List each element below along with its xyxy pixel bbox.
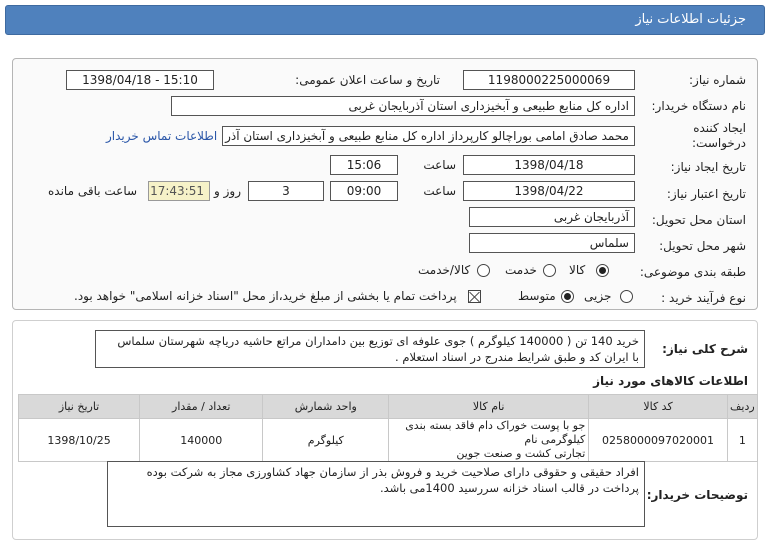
- create-time-label: ساعت: [423, 158, 456, 172]
- category-label: طبقه بندی موضوعی:: [639, 265, 746, 279]
- goods-section-title: اطلاعات کالاهای مورد نیاز: [593, 374, 748, 388]
- cell-unit: کیلوگرم: [263, 419, 389, 462]
- valid-time-field: 09:00: [330, 181, 398, 201]
- announce-label: تاریخ و ساعت اعلان عمومی:: [295, 73, 440, 87]
- cell-name-line-2: تجارتی کشت و صنعت جوین: [456, 447, 586, 460]
- process-partial-radio[interactable]: [620, 290, 633, 303]
- buyer-field: اداره کل منابع طبیعی و آبخیزداری استان آذربایجان غربی: [171, 96, 635, 116]
- col-row: ردیف: [727, 395, 757, 419]
- cell-name-line-1: جو با پوست خوراک دام فاقد بسته بندی کیلوگرمی نام: [405, 419, 586, 446]
- announce-field: 1398/04/18 - 15:10: [66, 70, 214, 90]
- col-qty: تعداد / مقدار: [140, 395, 263, 419]
- city-label: شهر محل تحویل:: [659, 239, 746, 253]
- process-label: نوع فرآیند خرید :: [661, 291, 746, 305]
- buyer-contact-link[interactable]: اطلاعات تماس خریدار: [106, 129, 218, 143]
- valid-date-label: تاریخ اعتبار نیاز:: [666, 187, 746, 201]
- creator-label-2: درخواست:: [692, 136, 746, 150]
- category-goods-radio[interactable]: [596, 264, 609, 277]
- category-goods-service-radio[interactable]: [477, 264, 490, 277]
- buyer-notes-line-2: پرداخت در قالب اسناد خزانه سررسید 1400می باشد.: [379, 481, 639, 495]
- creator-field: محمد صادق امامی بوراچالو کارپرداز اداره کل منابع طبیعی و آبخیزداری استان آذر: [222, 126, 635, 146]
- process-medium-label: متوسط: [518, 289, 556, 303]
- description-text: [95, 330, 645, 368]
- need-number-field: 1198000225000069: [463, 70, 635, 90]
- buyer-label: نام دستگاه خریدار:: [651, 99, 746, 113]
- cell-name: [389, 419, 589, 462]
- description-line-2: با ایران کد و طبق شرایط مندرج در اسناد استعلام .: [395, 350, 639, 364]
- process-medium-radio[interactable]: [561, 290, 574, 303]
- category-goods-service-label: کالا/خدمت: [418, 263, 471, 277]
- cell-code: 0258000097020001: [589, 419, 727, 462]
- treasury-payment-checkbox[interactable]: [468, 290, 481, 303]
- create-date-label: تاریخ ایجاد نیاز:: [670, 160, 746, 174]
- valid-time-label: ساعت: [423, 184, 456, 198]
- goods-table-header: [19, 395, 758, 419]
- create-date-field: 1398/04/18: [463, 155, 635, 175]
- col-unit: واحد شمارش: [263, 395, 389, 419]
- buyer-notes-label: توضیحات خریدار:: [646, 488, 748, 502]
- cell-qty: 140000: [140, 419, 263, 462]
- valid-date-field: 1398/04/22: [463, 181, 635, 201]
- col-date: تاریخ نیاز: [19, 395, 140, 419]
- remaining-time-field: 17:43:51: [148, 181, 210, 201]
- category-service-radio[interactable]: [543, 264, 556, 277]
- days-and-label: روز و: [214, 184, 241, 198]
- remaining-days-field: 3: [248, 181, 324, 201]
- category-goods-label: کالا: [569, 263, 586, 277]
- remaining-label: ساعت باقی مانده: [48, 184, 138, 198]
- buyer-notes-line-1: افراد حقیقی و حقوقی دارای صلاحیت خرید و فروش بذر از سازمان جهاد کشاورزی مجاز به شرکت بوده: [146, 465, 639, 479]
- need-number-label: شماره نیاز:: [689, 73, 746, 87]
- col-code: کد کالا: [589, 395, 727, 419]
- province-label: استان محل تحویل:: [651, 213, 746, 227]
- col-name: نام کالا: [389, 395, 589, 419]
- treasury-payment-note: پرداخت تمام یا بخشی از مبلغ خرید،از محل "اسناد خزانه اسلامی" خواهد بود.: [74, 289, 457, 303]
- city-field: سلماس: [469, 233, 635, 253]
- goods-table: [18, 394, 758, 462]
- page-title: جزئیات اطلاعات نیاز: [635, 12, 746, 27]
- description-label: شرح کلی نیاز:: [662, 342, 748, 356]
- table-row: [19, 419, 758, 462]
- page-header: [5, 5, 765, 35]
- process-partial-label: جزیی: [584, 289, 612, 303]
- create-time-field: 15:06: [330, 155, 398, 175]
- category-service-label: خدمت: [505, 263, 537, 277]
- description-line-1: خرید 140 تن ( 140000 کیلوگرم ) جوی علوفه ای توزیع بین دامداران مراتع حاشیه دریاچه شهرستان سلماس: [117, 334, 639, 348]
- cell-date: 1398/10/25: [19, 419, 140, 462]
- province-field: آذربایجان غربی: [469, 207, 635, 227]
- cell-row: 1: [727, 419, 757, 462]
- buyer-notes-text: [107, 461, 645, 527]
- creator-label: ایجاد کننده: [693, 121, 746, 135]
